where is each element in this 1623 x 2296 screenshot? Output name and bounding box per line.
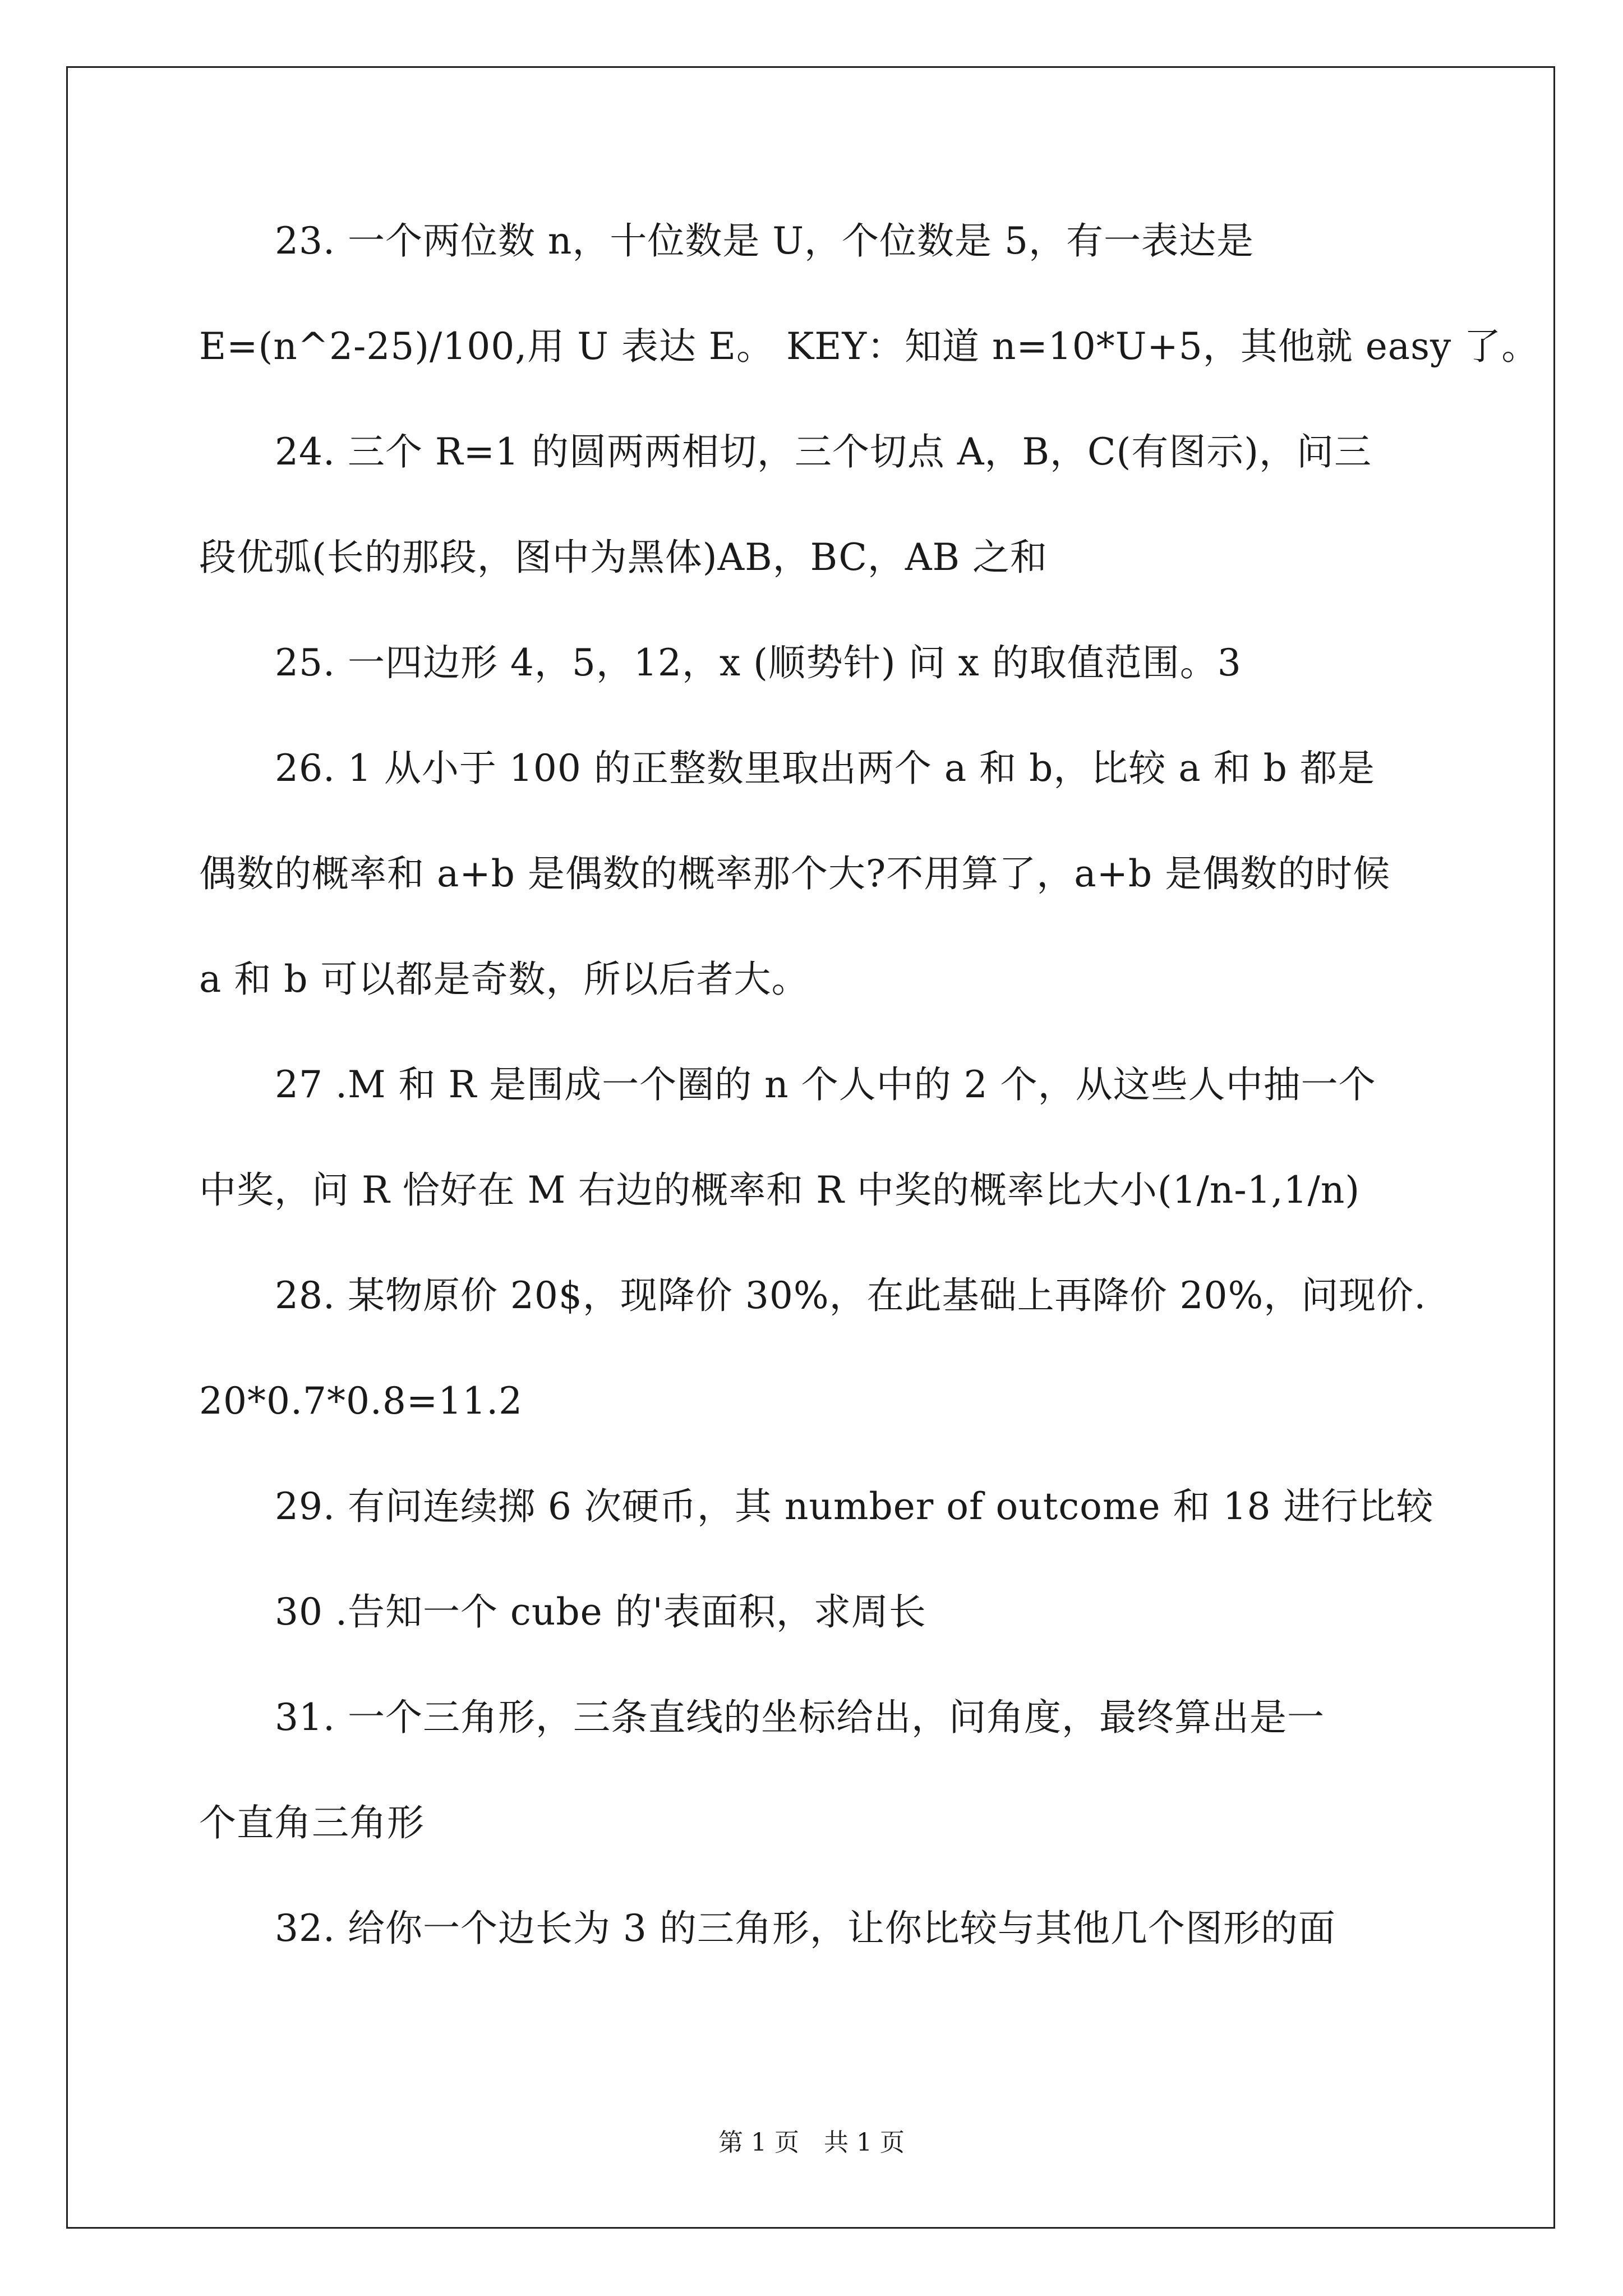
text-line: 20*0.7*0.8=11.2 xyxy=(199,1379,523,1423)
text-line: 31. 一个三角形，三条直线的坐标给出，问角度，最终算出是一 xyxy=(275,1696,1325,1739)
text-line: 中奖，问 R 恰好在 M 右边的概率和 R 中奖的概率比大小(1/n-1,1/n) xyxy=(199,1168,1361,1212)
text-line: 27 .M 和 R 是围成一个圈的 n 个人中的 2 个，从这些人中抽一个 xyxy=(275,1063,1376,1106)
text-line: 段优弧(长的那段，图中为黑体)AB，BC，AB 之和 xyxy=(199,536,1048,579)
text-line: 24. 三个 R=1 的圆两两相切，三个切点 A，B，C(有图示)，问三 xyxy=(275,430,1372,473)
text-line: a 和 b 可以都是奇数，所以后者大。 xyxy=(199,958,809,1001)
text-line: 32. 给你一个边长为 3 的三角形，让你比较与其他几个图形的面 xyxy=(275,1907,1336,1950)
text-line: 30 .告知一个 cube 的'表面积，求周长 xyxy=(275,1590,926,1634)
text-line: E=(n^2-25)/100,用 U 表达 E。 KEY：知道 n=10*U+5，其他就 easy 了。 xyxy=(199,325,1539,368)
page-footer: 第 1 页 共 1 页 xyxy=(718,2128,905,2157)
text-line: 29. 有问连续掷 6 次硬币，其 number of outcome 和 18 进行比较 xyxy=(275,1485,1434,1528)
text-line: 26. 1 从小于 100 的正整数里取出两个 a 和 b，比较 a 和 b 都是 xyxy=(275,747,1375,790)
text-line: 个直角三角形 xyxy=(199,1801,425,1844)
text-line: 23. 一个两位数 n，十位数是 U，个位数是 5，有一表达是 xyxy=(275,219,1255,263)
text-line: 偶数的概率和 a+b 是偶数的概率那个大?不用算了，a+b 是偶数的时候 xyxy=(199,852,1391,895)
text-line: 28. 某物原价 20$，现降价 30%，在此基础上再降价 20%，问现价. xyxy=(275,1274,1427,1317)
text-line: 25. 一四边形 4，5，12，x (顺势针) 问 x 的取值范围。3 xyxy=(275,641,1242,684)
